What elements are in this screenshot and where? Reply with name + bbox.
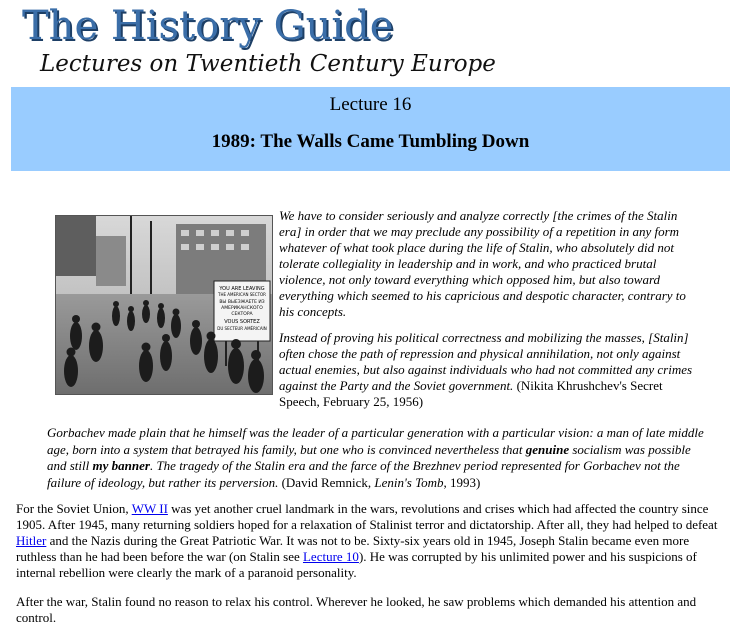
- checkpoint-charlie-photo: [55, 215, 273, 395]
- khrushchev-quote-1: We have to consider seriously and analyze correctly [the crimes of the Stalin era] in order that we may preclude any possibility of a repetition in any form whatever of what took place during the life of Stalin, who absolutely did not tolerate collegiality in leadership and in work, and who practiced brutal violence, not only toward everything which opposed him, but also toward everything which seemed to his capricious and despotic character, contrary to his concepts.: [279, 208, 686, 319]
- ww2-link[interactable]: WW II: [131, 501, 168, 516]
- p1-text-a: For the Soviet Union,: [16, 501, 132, 516]
- sign-line-7: DU SECTEUR AMÉRICAIN: [217, 326, 267, 331]
- p1-text-b: was yet another cruel landmark in the wars, revolutions and crises which had affected the country since 1905. After 1945, many returning soldiers hoped for a relaxation of Stalinist terror and dictatorship. After all, they had helped to defeat: [16, 501, 718, 532]
- sign-line-1: YOU ARE LEAVING: [219, 286, 265, 292]
- sign-line-2: THE AMERICAN SECTOR: [218, 292, 266, 297]
- remnick-quote: [47, 425, 707, 491]
- remnick-citation-pre: (David Remnick,: [278, 474, 375, 490]
- photo-illustration: [56, 216, 272, 394]
- site-logo-subtitle: Lectures on Twentieth Century Europe: [40, 51, 496, 77]
- lecture-number: Lecture 16: [329, 94, 412, 115]
- body-paragraph-2: After the war, Stalin found no reason to relax his control. Wherever he looked, he saw problems which demanded his attention and control.: [16, 594, 697, 625]
- lecture-title: 1989: The Walls Came Tumbling Down: [211, 131, 530, 152]
- sign-line-3: ВЫ ВЫЕЗЖАЕТЕ ИЗ: [219, 300, 265, 305]
- sign-line-6: VOUS SORTEZ: [224, 319, 260, 325]
- body-paragraph-1: [16, 501, 728, 581]
- lecture-10-link[interactable]: Lecture 10: [302, 549, 359, 564]
- hitler-link[interactable]: Hitler: [16, 533, 47, 548]
- p1-text-c: and the Nazis during the Great Patriotic War. It was not to be. Sixty-six years old in 1945, Joseph Stalin became even more ruthless than he had been before the war (on Stalin see: [16, 533, 690, 564]
- remnick-quote-genuine: genuine: [525, 441, 570, 457]
- remnick-quote-part3: . The tragedy of the Stalin era and the farce of the Brezhnev period represented for Gorbachev not the failure of ideology, but rather its perversion.: [47, 458, 680, 490]
- remnick-quote-part1: Gorbachev made plain that he himself was the leader of a particular generation with a particular vision: a man of late middle age, born into a system that betrayed his family, but one who is convinced nevertheless that: [47, 425, 704, 457]
- sign-line-5: СЕКТОРА: [231, 312, 253, 317]
- sign-line-4: АМЕРИКАНСКОГО: [221, 306, 263, 311]
- remnick-quote-banner: my banner: [92, 458, 150, 473]
- remnick-citation-book: Lenin's Tomb: [374, 474, 444, 490]
- khrushchev-quote-2-text: Instead of proving his political correctness and mobilizing the masses, [Stalin] often chose the path of repression and physical annihilation, not only against actual enemies, but also against individuals who had not committed any crimes against the Party and the Soviet government.: [279, 330, 693, 393]
- khrushchev-quote-citation: (Nikita Khrushchev's Secret Speech, February 25, 1956): [279, 378, 663, 409]
- p1-text-d: ). He was corrupted by his unlimited power and his suspicions of internal rebellion were clearly the mark of a paranoid personality.: [16, 549, 697, 580]
- remnick-citation-post: , 1993): [443, 474, 481, 490]
- site-logo-title: The History Guide: [22, 3, 394, 49]
- remnick-quote-part2: socialism was possible and still: [47, 441, 691, 473]
- lecture-banner: [11, 87, 730, 171]
- khrushchev-quote-2: [279, 330, 694, 410]
